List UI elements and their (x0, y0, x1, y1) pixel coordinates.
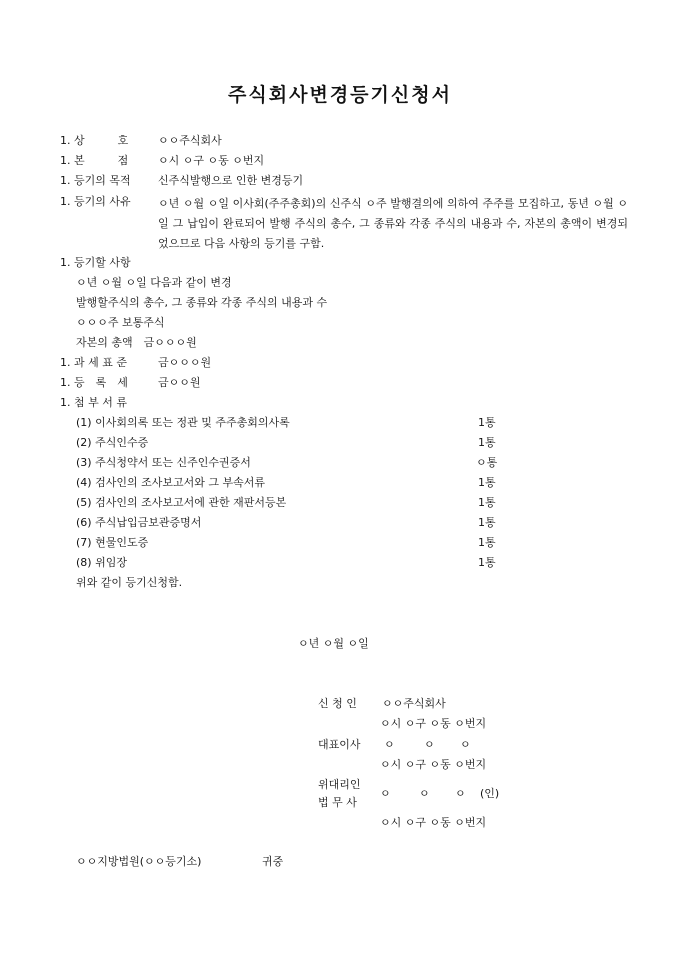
agent-label-line1: 위대리인 (318, 778, 361, 791)
tax-base-value: 금ㅇㅇㅇ원 (158, 356, 212, 369)
registration-label: 1. 등기할 사항 (60, 256, 131, 269)
attachment-count: 1통 (478, 516, 496, 529)
agent-label-line2: 법 무 사 (318, 796, 357, 809)
tax-base-label: 1. 과 세 표 준 (60, 356, 127, 369)
closing-text: 위와 같이 등기신청함. (76, 576, 183, 589)
registration-line: ㅇㅇㅇ주 보통주식 (76, 316, 165, 329)
attachments-label: 1. 첨 부 서 류 (60, 396, 127, 409)
trade-name-value: ㅇㅇ주식회사 (158, 134, 222, 147)
main-office-value: ㅇ시 ㅇ구 ㅇ동 ㅇ번지 (158, 154, 265, 167)
applicant-address: ㅇ시 ㅇ구 ㅇ동 ㅇ번지 (380, 717, 487, 730)
agent-seal: (인) (480, 787, 500, 800)
purpose-value: 신주식발행으로 인한 변경등기 (158, 174, 304, 187)
reg-tax-label: 1. 등 록 세 (60, 376, 128, 389)
page-title: 주식회사변경등기신청서 (228, 84, 452, 106)
attachment-count: 1통 (478, 536, 496, 549)
attachment-count: 1통 (478, 496, 496, 509)
representative-label: 대표이사 (318, 738, 361, 751)
attachment-name: (4) 검사인의 조사보고서와 그 부속서류 (76, 476, 265, 489)
trade-name-label: 1. 상 호 (60, 134, 129, 147)
attachment-count: 1통 (478, 436, 496, 449)
applicant-label: 신 청 인 (318, 697, 357, 710)
attachment-name: (3) 주식청약서 또는 신주인수권증서 (76, 456, 251, 469)
attachment-count: ㅇ통 (476, 456, 498, 469)
registration-line: 자본의 총액 금ㅇㅇㅇ원 (76, 336, 197, 349)
agent-name-mark: ㅇ (380, 787, 391, 800)
addressee-suffix: 귀중 (262, 855, 284, 868)
agent-name-mark: ㅇ (419, 787, 430, 800)
attachment-count: 1통 (478, 416, 496, 429)
representative-name-mark: ㅇ (460, 738, 471, 751)
reason-label: 1. 등기의 사유 (60, 195, 131, 208)
main-office-label: 1. 본 점 (60, 154, 129, 167)
purpose-label: 1. 등기의 목적 (60, 174, 131, 187)
representative-name-mark: ㅇ (424, 738, 435, 751)
agent-address: ㅇ시 ㅇ구 ㅇ동 ㅇ번지 (380, 816, 487, 829)
applicant-value: ㅇㅇ주식회사 (382, 697, 446, 710)
addressee: ㅇㅇ지방법원(ㅇㅇ등기소) (76, 855, 202, 868)
registration-line: ㅇ년 ㅇ월 ㅇ일 다음과 같이 변경 (76, 276, 232, 289)
attachment-name: (1) 이사회의록 또는 정관 및 주주총회의사록 (76, 416, 290, 429)
representative-name-mark: ㅇ (384, 738, 395, 751)
agent-name-mark: ㅇ (455, 787, 466, 800)
attachment-name: (6) 주식납입금보관증명서 (76, 516, 202, 529)
attachment-name: (2) 주식인수증 (76, 436, 149, 449)
reason-value: ㅇ년 ㅇ월 ㅇ일 이사회(주주총회)의 신주식 ㅇ주 발행결의에 의하여 주주를 모집하고, 동년 ㅇ월 ㅇ일 그 납입이 완료되어 발행 주식의 총수, 그 종류와 각종 주식의 내용과 수, 자본의 총액이 변경되었으므로 다음 사항의 등기를 구함. (158, 197, 628, 250)
reg-tax-value: 금ㅇㅇ원 (158, 376, 201, 389)
registration-line: 발행할주식의 총수, 그 종류와 각종 주식의 내용과 수 (76, 296, 328, 309)
representative-address: ㅇ시 ㅇ구 ㅇ동 ㅇ번지 (380, 758, 487, 771)
attachment-count: 1통 (478, 556, 496, 569)
attachment-name: (5) 검사인의 조사보고서에 관한 재판서등본 (76, 496, 287, 509)
attachment-count: 1통 (478, 476, 496, 489)
application-date: ㅇ년 ㅇ월 ㅇ일 (298, 637, 369, 650)
attachment-name: (8) 위임장 (76, 556, 127, 569)
attachment-name: (7) 현물인도증 (76, 536, 149, 549)
